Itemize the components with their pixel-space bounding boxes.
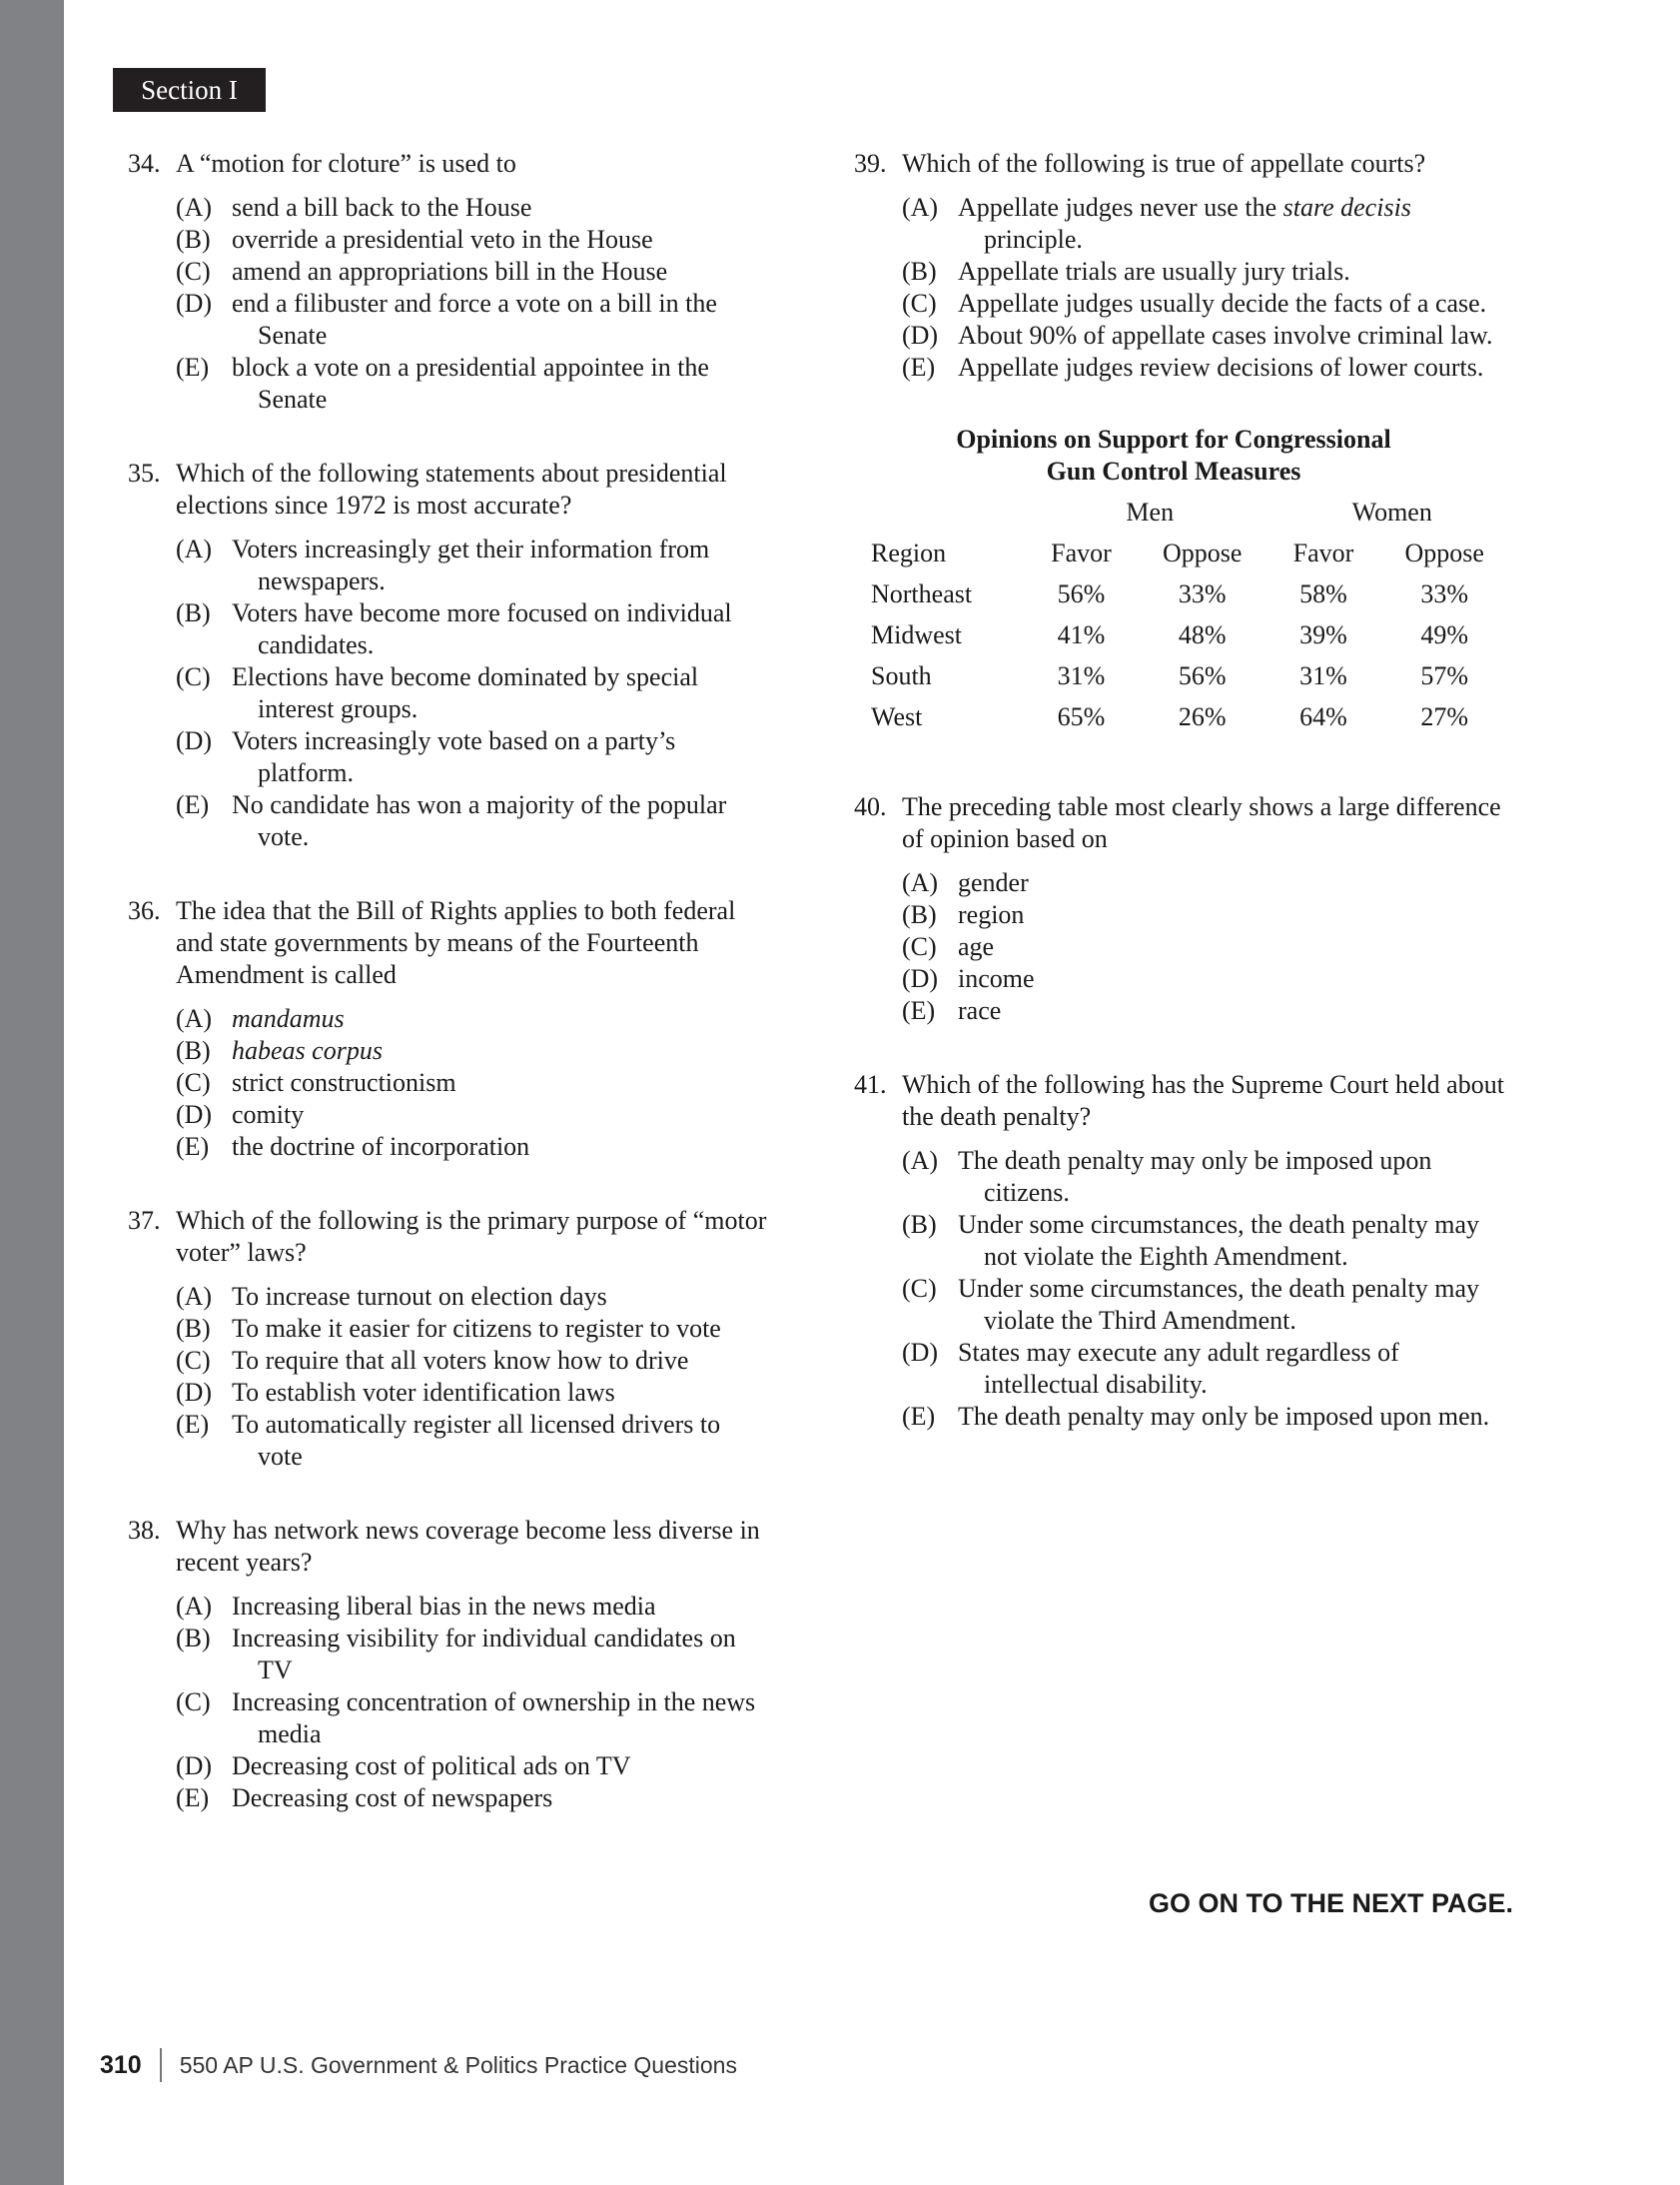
option-text: gender	[958, 868, 1029, 897]
question-number: 40.	[854, 792, 887, 821]
option-text: income	[958, 964, 1035, 993]
option-letter: (A)	[176, 1282, 213, 1311]
option-text: Increasing visibility for individual candidates on TV	[232, 1624, 736, 1684]
table-row	[854, 655, 1513, 696]
answer-option	[176, 352, 767, 416]
answer-option	[902, 320, 1513, 352]
gun-control-table	[854, 492, 1513, 737]
option-text: Appellate judges review decisions of lower courts.	[958, 353, 1484, 382]
table-cell: 31%	[1057, 660, 1106, 690]
table-row	[854, 614, 1513, 655]
answer-option	[176, 725, 767, 789]
option-text: Decreasing cost of political ads on TV	[232, 1751, 631, 1780]
answer-option	[176, 224, 767, 256]
option-text: block a vote on a presidential appointee in the Senate	[232, 353, 709, 414]
book-title: 550 AP U.S. Government & Politics Practice Questions	[179, 2051, 737, 2078]
answer-option	[902, 995, 1513, 1027]
answer-option	[176, 597, 767, 661]
option-letter: (B)	[902, 257, 937, 286]
question-stem: The preceding table most clearly shows a large difference of opinion based on	[902, 792, 1501, 853]
page-footer	[100, 2048, 737, 2082]
option-text: States may execute any adult regardless of intellectual disability.	[958, 1338, 1399, 1399]
table-row	[854, 573, 1513, 614]
option-text: Increasing concentration of ownership in the news media	[232, 1687, 756, 1748]
table-cell: 58%	[1299, 578, 1347, 608]
option-text: mandamus	[232, 1004, 345, 1033]
answer-option	[176, 1099, 767, 1131]
gun-control-table-block	[854, 424, 1513, 737]
table-header-cell: Favor	[1292, 538, 1354, 567]
table-cell: 65%	[1057, 701, 1106, 731]
table-cell: Midwest	[871, 619, 962, 649]
left-column	[128, 148, 767, 1856]
answer-option	[176, 661, 767, 725]
option-letter: (D)	[902, 964, 939, 993]
table-cell: 64%	[1299, 701, 1347, 731]
option-letter: (A)	[176, 1004, 213, 1033]
table-header-cell: Region	[871, 538, 947, 567]
option-text: override a presidential veto in the House	[232, 225, 653, 254]
option-letter: (B)	[176, 1624, 211, 1652]
question-number: 35.	[128, 459, 161, 488]
option-text: To make it easier for citizens to register to vote	[232, 1314, 721, 1343]
option-letter: (E)	[176, 353, 210, 382]
option-text: comity	[232, 1100, 305, 1129]
option-letter: (D)	[902, 1338, 939, 1367]
answer-option	[902, 288, 1513, 320]
option-text: the doctrine of incorporation	[232, 1132, 530, 1161]
option-text: Voters have become more focused on individual candidates.	[232, 598, 732, 659]
option-letter: (E)	[902, 353, 936, 382]
question-40	[854, 791, 1513, 1027]
question-stem: The idea that the Bill of Rights applies to both federal and state governments by means of the Fourteenth Amendment is called	[176, 896, 736, 989]
answer-option	[176, 1686, 767, 1750]
question-number: 36.	[128, 896, 161, 925]
answer-option	[176, 1750, 767, 1782]
option-letter: (B)	[902, 1210, 937, 1239]
answer-option	[176, 1131, 767, 1163]
question-number: 38.	[128, 1516, 161, 1545]
question-stem: Why has network news coverage become less diverse in recent years?	[176, 1516, 760, 1577]
question-number: 41.	[854, 1070, 887, 1099]
answer-option	[176, 1313, 767, 1345]
option-text: race	[958, 996, 1002, 1025]
answer-option	[902, 192, 1513, 256]
table-cell: 56%	[1057, 578, 1106, 608]
answer-option	[176, 1623, 767, 1686]
option-letter: (B)	[176, 1036, 211, 1065]
option-letter: (C)	[176, 257, 211, 286]
question-34	[128, 148, 767, 416]
question-number: 34.	[128, 149, 161, 178]
table-cell: 48%	[1178, 619, 1227, 649]
footer-divider	[160, 2048, 162, 2082]
option-letter: (D)	[902, 321, 939, 350]
option-text: Under some circumstances, the death penalty may violate the Third Amendment.	[958, 1274, 1479, 1335]
option-letter: (C)	[902, 1274, 937, 1303]
table-group-header-row	[854, 492, 1513, 533]
table-cell: 27%	[1420, 701, 1469, 731]
right-column	[854, 148, 1513, 1475]
table-cell: South	[871, 660, 932, 690]
answer-option	[176, 1035, 767, 1067]
table-header-cell: Oppose	[1163, 538, 1243, 567]
option-text: The death penalty may only be imposed upon men.	[958, 1402, 1490, 1431]
option-letter: (D)	[176, 1100, 213, 1129]
question-36	[128, 895, 767, 1163]
table-cell: 49%	[1420, 619, 1469, 649]
option-text: Appellate judges never use the stare decisis principle.	[958, 193, 1411, 254]
option-text: age	[958, 932, 995, 961]
question-stem: A “motion for cloture” is used to	[176, 149, 516, 178]
answer-option	[902, 256, 1513, 288]
group-women-header: Women	[1351, 497, 1432, 527]
option-letter: (A)	[176, 193, 213, 222]
option-text: To establish voter identification laws	[232, 1378, 615, 1407]
answer-option	[176, 1591, 767, 1623]
option-text: Appellate judges usually decide the facts of a case.	[958, 289, 1487, 318]
answer-option	[902, 867, 1513, 899]
answer-option	[902, 963, 1513, 995]
answer-option	[902, 1145, 1513, 1209]
option-letter: (D)	[176, 726, 213, 755]
answer-option	[902, 1401, 1513, 1433]
answer-option	[902, 1209, 1513, 1273]
answer-option	[176, 534, 767, 597]
question-number: 39.	[854, 149, 887, 178]
table-header-row	[854, 533, 1513, 573]
option-text: No candidate has won a majority of the popular vote.	[232, 790, 727, 851]
question-number: 37.	[128, 1206, 161, 1235]
option-letter: (A)	[902, 193, 939, 222]
question-stem: Which of the following statements about presidential elections since 1972 is most accurate?	[176, 459, 727, 520]
table-cell: West	[871, 701, 923, 731]
option-letter: (C)	[902, 289, 937, 318]
option-text: The death penalty may only be imposed upon citizens.	[958, 1146, 1432, 1207]
option-text: Elections have become dominated by special interest groups.	[232, 662, 699, 723]
option-letter: (E)	[176, 1132, 210, 1161]
option-text: Decreasing cost of newspapers	[232, 1783, 553, 1812]
option-letter: (E)	[176, 1783, 210, 1812]
option-letter: (A)	[176, 1592, 213, 1621]
table-cell: Northeast	[871, 578, 973, 608]
table-header-cell: Favor	[1051, 538, 1112, 567]
option-letter: (D)	[176, 1378, 213, 1407]
option-letter: (D)	[176, 289, 213, 318]
answer-option	[176, 192, 767, 224]
group-men-header: Men	[1126, 497, 1175, 527]
answer-option	[176, 1377, 767, 1409]
option-text: Under some circumstances, the death penalty may not violate the Eighth Amendment.	[958, 1210, 1479, 1271]
question-41	[854, 1069, 1513, 1433]
question-stem: Which of the following is the primary purpose of “motor voter” laws?	[176, 1206, 767, 1267]
table-cell: 26%	[1178, 701, 1227, 731]
option-letter: (E)	[902, 996, 936, 1025]
option-text: strict constructionism	[232, 1068, 456, 1097]
option-letter: (C)	[176, 1687, 211, 1716]
option-text: Increasing liberal bias in the news media	[232, 1592, 656, 1621]
side-bar	[0, 0, 64, 2185]
option-letter: (A)	[902, 868, 939, 897]
option-letter: (E)	[176, 1410, 210, 1439]
answer-option	[176, 288, 767, 352]
option-text: region	[958, 900, 1025, 929]
question-37	[128, 1205, 767, 1473]
option-letter: (B)	[176, 1314, 211, 1343]
question-stem: Which of the following is true of appellate courts?	[902, 149, 1426, 178]
option-letter: (C)	[902, 932, 937, 961]
answer-option	[176, 789, 767, 853]
answer-option	[902, 931, 1513, 963]
table-cell: 33%	[1420, 578, 1469, 608]
option-text: To automatically register all licensed drivers to vote	[232, 1410, 721, 1471]
table-title-line-1: Opinions on Support for Congressional	[956, 425, 1391, 454]
option-letter: (C)	[176, 1346, 211, 1375]
option-text: Voters increasingly get their information from newspapers.	[232, 535, 710, 595]
go-on-notice: GO ON TO THE NEXT PAGE.	[1149, 1888, 1514, 1918]
question-35	[128, 458, 767, 853]
table-row	[854, 696, 1513, 737]
answer-option	[176, 1067, 767, 1099]
answer-option	[902, 1273, 1513, 1337]
table-title-line-2: Gun Control Measures	[1046, 457, 1301, 486]
table-cell: 57%	[1420, 660, 1469, 690]
option-text: To increase turnout on election days	[232, 1282, 607, 1311]
option-letter: (B)	[176, 225, 211, 254]
table-cell: 33%	[1178, 578, 1227, 608]
table-cell: 56%	[1178, 660, 1227, 690]
option-letter: (D)	[176, 1751, 213, 1780]
question-stem: Which of the following has the Supreme Court held about the death penalty?	[902, 1070, 1504, 1131]
answer-option	[176, 1409, 767, 1473]
answer-option	[176, 1003, 767, 1035]
option-letter: (E)	[176, 790, 210, 819]
answer-option	[176, 1345, 767, 1377]
answer-option	[176, 1782, 767, 1814]
option-text: end a filibuster and force a vote on a bill in the Senate	[232, 289, 717, 350]
question-38	[128, 1515, 767, 1814]
answer-option	[176, 1281, 767, 1313]
option-letter: (B)	[902, 900, 937, 929]
section-tab: Section I	[113, 68, 266, 112]
option-text: send a bill back to the House	[232, 193, 532, 222]
option-letter: (C)	[176, 662, 211, 691]
table-header-cell: Oppose	[1404, 538, 1484, 567]
option-text: habeas corpus	[232, 1036, 383, 1065]
answer-option	[902, 1337, 1513, 1401]
option-text: Appellate trials are usually jury trials.	[958, 257, 1350, 286]
option-text: Voters increasingly vote based on a party’s platform.	[232, 726, 676, 787]
option-text: About 90% of appellate cases involve criminal law.	[958, 321, 1493, 350]
option-letter: (C)	[176, 1068, 211, 1097]
option-letter: (A)	[176, 535, 213, 563]
option-letter: (B)	[176, 598, 211, 627]
table-cell: 41%	[1057, 619, 1106, 649]
answer-option	[176, 256, 767, 288]
option-letter: (A)	[902, 1146, 939, 1175]
table-cell: 31%	[1299, 660, 1347, 690]
option-text: amend an appropriations bill in the House	[232, 257, 668, 286]
question-39	[854, 148, 1513, 384]
page-number: 310	[100, 2050, 142, 2079]
table-cell: 39%	[1299, 619, 1347, 649]
option-text: To require that all voters know how to drive	[232, 1346, 689, 1375]
option-letter: (E)	[902, 1402, 936, 1431]
answer-option	[902, 352, 1513, 384]
answer-option	[902, 899, 1513, 931]
